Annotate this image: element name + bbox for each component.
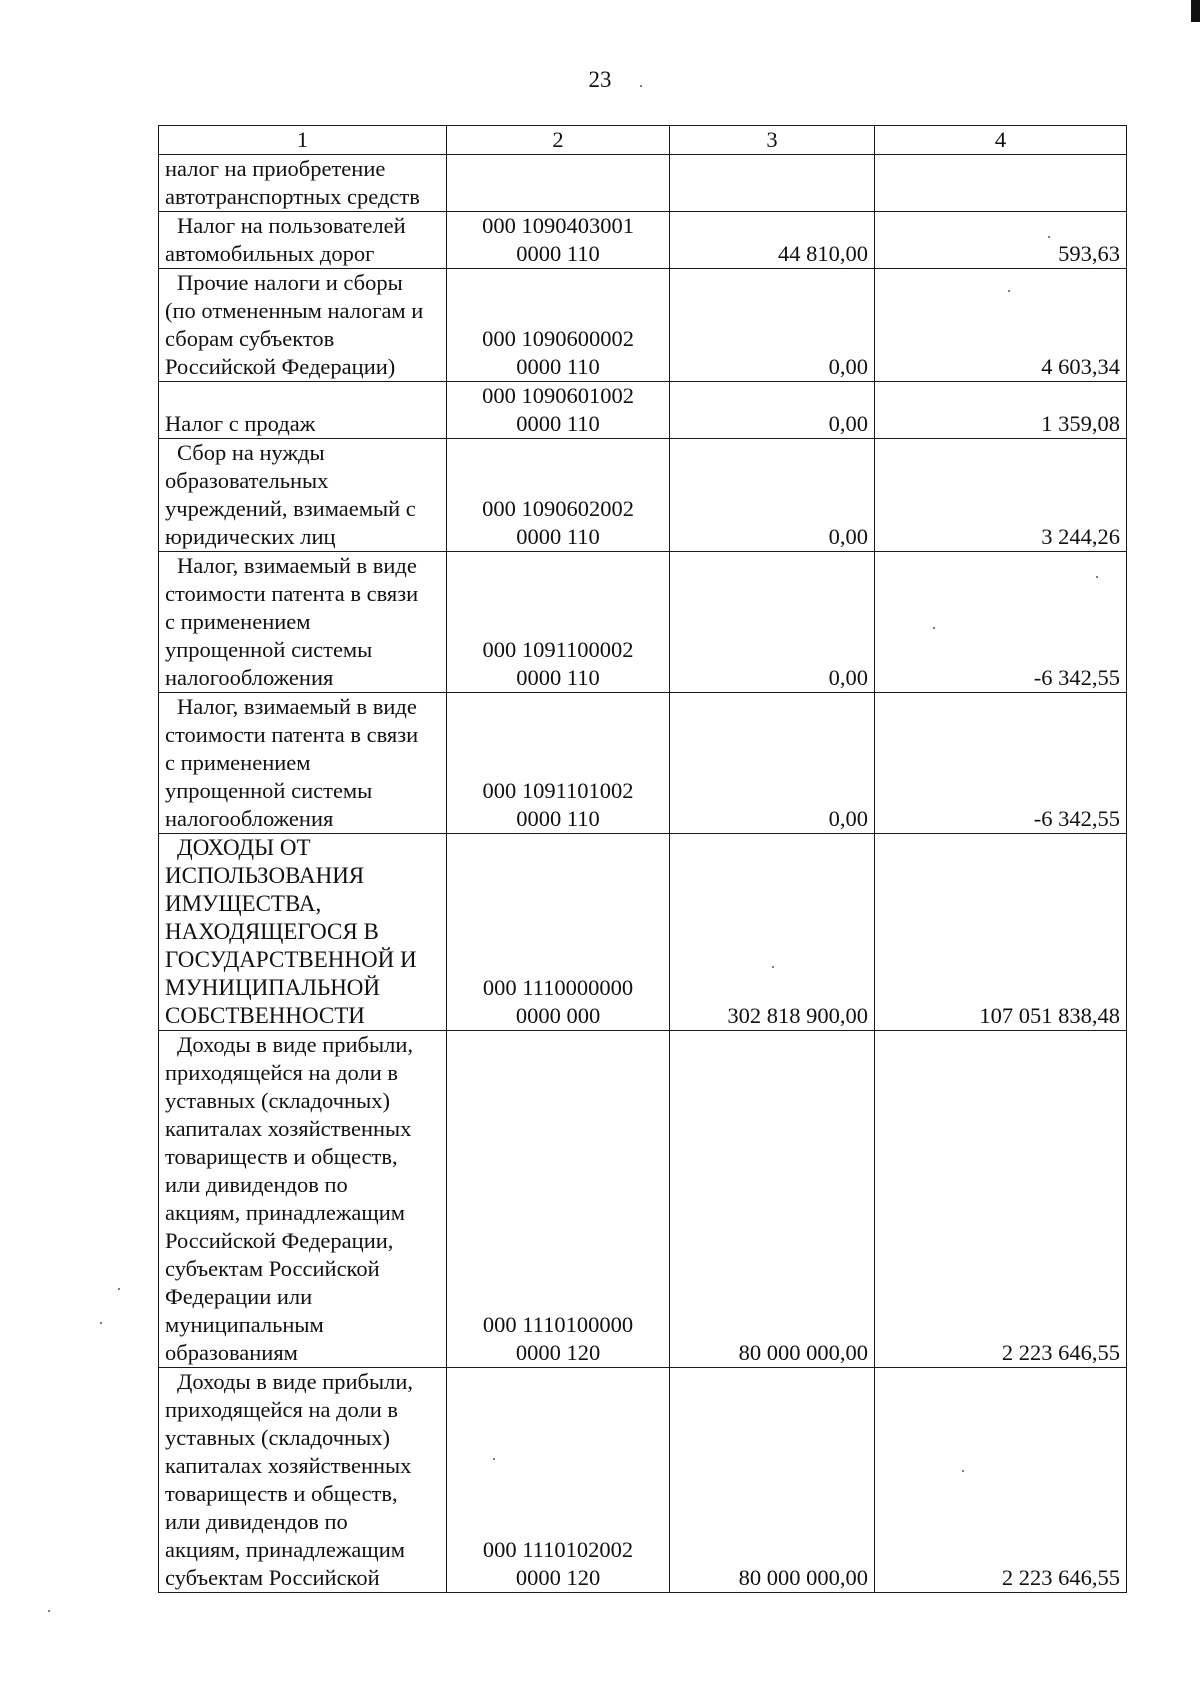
row-col3-cell: 0,00 [670, 693, 875, 834]
row-code-cell: 000 1090602002 0000 110 [447, 439, 670, 552]
row-name-cell: Налог, взимаемый в виде стоимости патента в связи с применением упрощенной системы налогообложения [159, 552, 447, 693]
header-row [159, 126, 1127, 155]
column-header-3: 3 [670, 126, 875, 155]
row-col4-cell: 1 359,08 [875, 382, 1127, 439]
row-code-cell: 000 1090601002 0000 110 [447, 382, 670, 439]
scan-speck [640, 85, 642, 87]
column-header-4: 4 [875, 126, 1127, 155]
row-name-cell: Налог на пользователей автомобильных дорог [159, 212, 447, 269]
scan-speck [933, 627, 935, 629]
table-row [159, 693, 1127, 834]
budget-revenue-table [158, 125, 1127, 1593]
row-col4-cell: -6 342,55 [875, 552, 1127, 693]
scan-speck [493, 1458, 495, 1460]
row-code-cell: 000 1091101002 0000 110 [447, 693, 670, 834]
row-code-cell: 000 1090600002 0000 110 [447, 269, 670, 382]
table-row [159, 382, 1127, 439]
scan-speck [48, 1610, 50, 1612]
row-name-cell: Прочие налоги и сборы (по отмененным налогам и сборам субъектов Российской Федерации) [159, 269, 447, 382]
row-name-cell: Доходы в виде прибыли, приходящейся на доли в уставных (складочных) капиталах хозяйственных товариществ и обществ, или дивидендов по акциям, принадлежащим субъектам Российской [159, 1368, 447, 1593]
scan-speck [1096, 576, 1098, 578]
column-header-2: 2 [447, 126, 670, 155]
table-row [159, 1031, 1127, 1368]
column-header-1: 1 [159, 126, 447, 155]
row-code-cell: 000 1110102002 0000 120 [447, 1368, 670, 1593]
table-row [159, 212, 1127, 269]
table-row [159, 155, 1127, 212]
row-code-cell: 000 1091100002 0000 110 [447, 552, 670, 693]
row-col3-cell: 0,00 [670, 552, 875, 693]
row-col3-cell: 80 000 000,00 [670, 1368, 875, 1593]
row-name-cell: Налог с продаж [159, 382, 447, 439]
row-col4-cell: -6 342,55 [875, 693, 1127, 834]
scan-speck [100, 1322, 102, 1324]
row-col4-cell: 107 051 838,48 [875, 834, 1127, 1031]
row-col3-cell: 302 818 900,00 [670, 834, 875, 1031]
scan-speck [118, 1288, 120, 1290]
page-number: 23 [588, 67, 612, 92]
row-col4-cell: 2 223 646,55 [875, 1368, 1127, 1593]
row-col3-cell: 0,00 [670, 439, 875, 552]
scan-corner-mark [1191, 0, 1200, 22]
row-code-cell: 000 1110000000 0000 000 [447, 834, 670, 1031]
table-row [159, 269, 1127, 382]
table-row [159, 834, 1127, 1031]
row-code-cell: 000 1110100000 0000 120 [447, 1031, 670, 1368]
scan-speck [962, 1470, 964, 1472]
table-header [159, 126, 1127, 155]
scan-speck [1008, 290, 1010, 292]
row-name-cell: Сбор на нужды образовательных учреждений, взимаемый с юридических лиц [159, 439, 447, 552]
row-name-cell: Доходы в виде прибыли, приходящейся на доли в уставных (складочных) капиталах хозяйственных товариществ и обществ, или дивидендов по акциям, принадлежащим Российской Федерации, субъектам Российской Федерации или муниципальным образованиям [159, 1031, 447, 1368]
row-col4-cell: 3 244,26 [875, 439, 1127, 552]
row-col3-cell: 80 000 000,00 [670, 1031, 875, 1368]
table-body [159, 155, 1127, 1593]
row-col3-cell [670, 155, 875, 212]
scan-speck [1048, 236, 1050, 238]
table-row [159, 552, 1127, 693]
row-col4-cell: 2 223 646,55 [875, 1031, 1127, 1368]
row-col4-cell: 4 603,34 [875, 269, 1127, 382]
row-col3-cell: 0,00 [670, 382, 875, 439]
table-row [159, 439, 1127, 552]
row-code-cell [447, 155, 670, 212]
row-col3-cell: 0,00 [670, 269, 875, 382]
row-name-cell: налог на приобретение автотранспортных средств [159, 155, 447, 212]
table-row [159, 1368, 1127, 1593]
row-col4-cell [875, 155, 1127, 212]
row-col3-cell: 44 810,00 [670, 212, 875, 269]
row-col4-cell: 593,63 [875, 212, 1127, 269]
row-name-cell: Налог, взимаемый в виде стоимости патента в связи с применением упрощенной системы налогообложения [159, 693, 447, 834]
scan-speck [772, 966, 774, 968]
row-code-cell: 000 1090403001 0000 110 [447, 212, 670, 269]
row-name-cell: ДОХОДЫ ОТ ИСПОЛЬЗОВАНИЯ ИМУЩЕСТВА, НАХОДЯЩЕГОСЯ В ГОСУДАРСТВЕННОЙ И МУНИЦИПАЛЬНОЙ СОБСТВЕННОСТИ [159, 834, 447, 1031]
